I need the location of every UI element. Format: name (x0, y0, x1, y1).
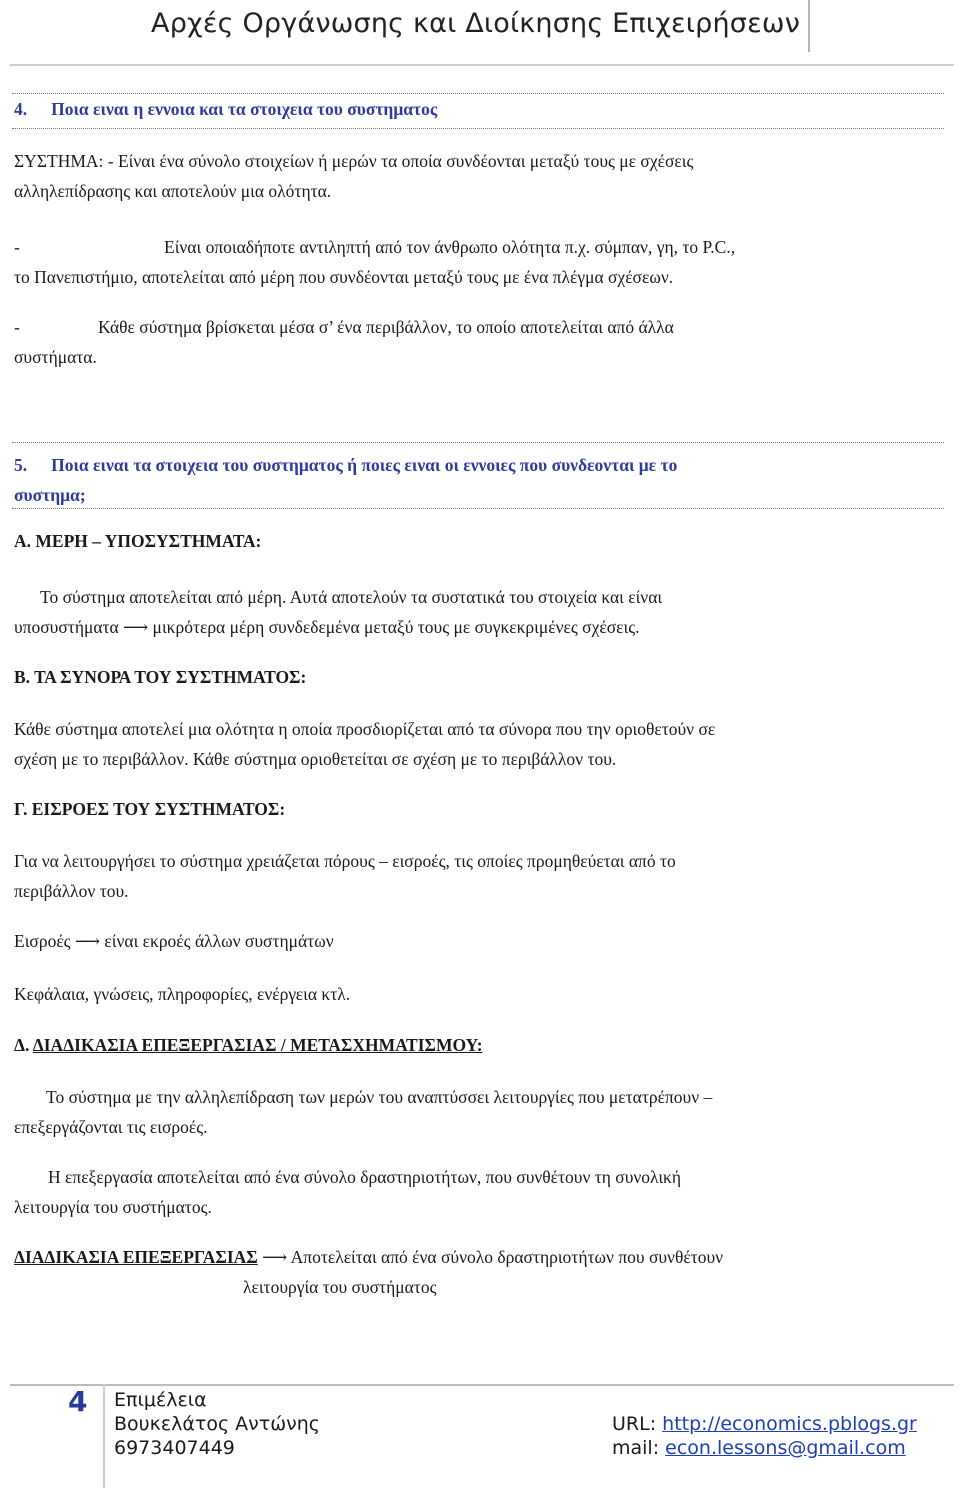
subsection-c-body (14, 846, 676, 906)
bullet-text: Είναι οποιαδήποτε αντιληπτή από τον άνθρωπο ολότητα π.χ. σύμπαν, γη, το P.C., (164, 237, 736, 257)
section-4-heading (14, 99, 437, 120)
subsection-d-heading (14, 1030, 483, 1060)
footer-divider (10, 1384, 954, 1386)
footer-contact (612, 1412, 917, 1460)
author-name: Βουκελάτος Αντώνης (114, 1413, 320, 1435)
footer-credits (114, 1388, 320, 1460)
summary-text: Αποτελείται από ένα σύνολο δραστηριοτήτων που συνθέτουν (290, 1247, 724, 1267)
bullet-text: Κάθε σύστημα βρίσκεται μέσα σ’ ένα περιβάλλον, το οποίο αποτελείται από άλλα (98, 317, 674, 337)
section-separator (12, 508, 944, 509)
system-definition (14, 146, 693, 206)
subsection-a-body (14, 582, 662, 642)
section-separator (12, 442, 944, 443)
footer-divider-vertical (103, 1384, 105, 1488)
summary-label: ΔΙΑΔΙΚΑΣΙΑ ΕΠΕΞΕΡΓΑΣΙΑΣ (14, 1247, 258, 1267)
section-number: 4. (14, 99, 28, 119)
section-5-heading (14, 450, 677, 510)
document-header-title: Αρχές Οργάνωσης και Διοίκησης Επιχειρήσεων (151, 8, 800, 39)
phone-number: 6973407449 (114, 1437, 235, 1459)
arrow-icon: ⟶ (262, 1247, 288, 1267)
inputs-examples: Κεφάλαια, γνώσεις, πληροφορίες, ενέργεια κτλ. (14, 984, 351, 1004)
text-line: επεξεργάζονται τις εισροές. (14, 1117, 208, 1137)
summary-text-continued: λειτουργία του συστήματος (243, 1277, 437, 1297)
subsection-a-heading: Α. ΜΕΡΗ – ΥΠΟΣΥΣΤΗΜΑΤΑ: (14, 531, 262, 551)
heading-prefix: Δ. (14, 1035, 33, 1055)
text-line: περιβάλλον του. (14, 881, 129, 901)
credit-label: Επιμέλεια (114, 1389, 207, 1411)
mail-label: mail: (612, 1437, 660, 1459)
page-number: 4 (68, 1385, 88, 1418)
heading-main: ΔΙΑΔΙΚΑΣΙΑ ΕΠΕΞΕΡΓΑΣΙΑΣ / ΜΕΤΑΣΧΗΜΑΤΙΣΜΟΥ: (32, 1035, 483, 1055)
bullet-text-continued: συστήματα. (14, 347, 97, 367)
email-link[interactable]: econ.lessons@gmail.com (665, 1437, 906, 1459)
text-line: υποσυστήματα ⟶ μικρότερα μέρη συνδεδεμένα μεταξύ τους με συγκεκριμένες σχέσεις. (14, 617, 640, 637)
section-title-continued: συστημα; (14, 485, 86, 505)
website-link[interactable]: http://economics.pblogs.gr (662, 1413, 917, 1435)
header-divider (10, 64, 954, 66)
header-divider-vertical (808, 0, 810, 52)
text-line: Το σύστημα αποτελείται από μέρη. Αυτά αποτελούν τα συστατικά του στοιχεία και είναι (40, 587, 663, 607)
bullet-dash: - (14, 237, 20, 257)
section-separator (12, 93, 944, 94)
text-line: Το σύστημα με την αλληλεπίδραση των μερών του αναπτύσσει λειτουργίες που μετατρέπουν – (46, 1087, 713, 1107)
bullet-text-continued: το Πανεπιστήμιο, αποτελείται από μέρη που συνδέονται μεταξύ τους με ένα πλέγμα σχέσεων. (14, 267, 674, 287)
subsection-d-paragraph-1 (14, 1082, 712, 1142)
text-line: ΣΥΣΤΗΜΑ: - Είναι ένα σύνολο στοιχείων ή μερών τα οποία συνδέονται μεταξύ τους με σχέσεις (14, 151, 694, 171)
text-line: Κάθε σύστημα αποτελεί μια ολότητα η οποία προσδιορίζεται από τα σύνορα που την οριοθετούν σε (14, 719, 716, 739)
bullet-dash: - (14, 317, 20, 337)
text-line: λειτουργία του συστήματος. (14, 1197, 212, 1217)
section-separator (12, 128, 944, 129)
subsection-d-paragraph-2 (14, 1162, 681, 1222)
section-number: 5. (14, 455, 28, 475)
section-title: Ποια ειναι η εννοια και τα στοιχεια του συστηματος (51, 99, 438, 119)
process-summary (14, 1242, 723, 1302)
subsection-b-body (14, 714, 715, 774)
url-label: URL: (612, 1413, 657, 1435)
text-line: Για να λειτουργήσει το σύστημα χρειάζεται πόρους – εισροές, τις οποίες προμηθεύεται από το (14, 851, 676, 871)
inputs-note: Εισροές ⟶ είναι εκροές άλλων συστημάτων (14, 931, 334, 951)
subsection-b-heading: Β. ΤΑ ΣΥΝΟΡΑ ΤΟΥ ΣΥΣΤΗΜΑΤΟΣ: (14, 667, 307, 687)
text-line: σχέση με το περιβάλλον. Κάθε σύστημα οριοθετείται σε σχέση με το περιβάλλον του. (14, 749, 617, 769)
text-line: Η επεξεργασία αποτελείται από ένα σύνολο δραστηριοτήτων, που συνθέτουν τη συνολική (48, 1167, 682, 1187)
section-title: Ποια ειναι τα στοιχεια του συστηματος ή ποιες ειναι οι εννοιες που συνδεονται με το (51, 455, 678, 475)
subsection-c-heading: Γ. ΕΙΣΡΟΕΣ ΤΟΥ ΣΥΣΤΗΜΑΤΟΣ: (14, 799, 286, 819)
text-line: αλληλεπίδρασης και αποτελούν μια ολότητα. (14, 181, 332, 201)
